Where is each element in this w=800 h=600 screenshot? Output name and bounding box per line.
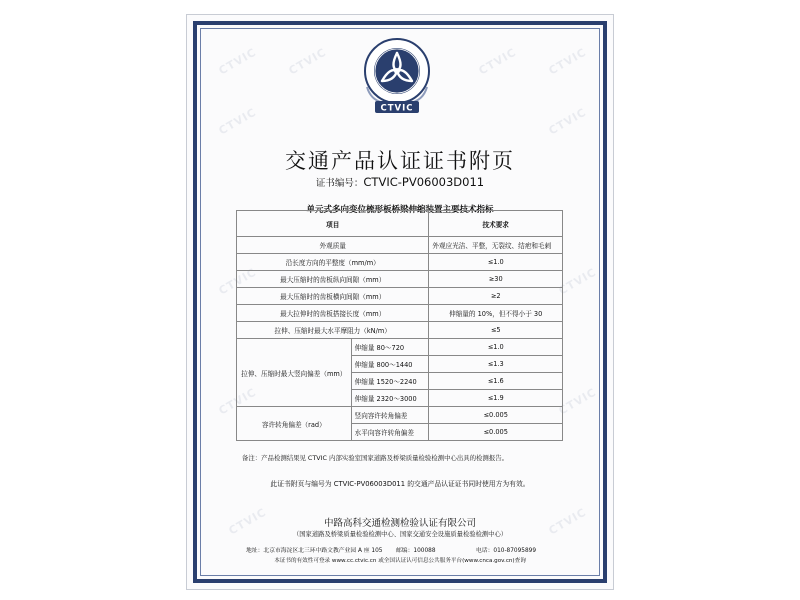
watermark: CTVIC — [216, 265, 259, 298]
postcode: 邮编：100088 — [396, 548, 436, 554]
group-label-rotation-deviation: 容许转角偏差（rad） — [237, 407, 352, 441]
phone: 电话：010-87095899 — [476, 548, 537, 554]
watermark: CTVIC — [216, 45, 259, 78]
row-subitem: 伸缩量 2320～3000 — [351, 390, 429, 407]
row-subitem: 伸缩量 800～1440 — [351, 356, 429, 373]
row-item: 最大拉伸时的齿板搭接长度（mm） — [237, 305, 429, 322]
row-item: 拉伸、压缩时最大水平摩阻力（kN/m） — [237, 322, 429, 339]
table-row — [237, 322, 563, 339]
row-requirement: ≤5 — [429, 322, 563, 339]
row-requirement: ≤1.0 — [429, 254, 563, 271]
table-row — [237, 288, 563, 305]
watermark: CTVIC — [476, 45, 519, 78]
row-requirement: ≤0.005 — [429, 407, 563, 424]
header-item: 项目 — [237, 211, 429, 237]
table-row — [237, 305, 563, 322]
table-row — [237, 254, 563, 271]
certificate-number — [187, 175, 613, 189]
row-item: 最大压缩时的齿板横向间隙（mm） — [237, 288, 429, 305]
row-item: 最大压缩时的齿板纵向间隙（mm） — [237, 271, 429, 288]
svg-text:CTVIC: CTVIC — [380, 103, 414, 114]
row-requirement: ≤1.9 — [429, 390, 563, 407]
watermark: CTVIC — [546, 105, 589, 138]
issuing-organization: 中路高科交通检测检验认证有限公司 — [323, 518, 476, 529]
row-subitem: 水平向容许转角偏差 — [351, 424, 429, 441]
header-requirement: 技术要求 — [429, 211, 563, 237]
row-item: 沿长度方向的平整度（mm/m） — [237, 254, 429, 271]
verification-statement: 本证书的有效性可登录 www.cc.ctvic.cn 或全国认证认可信息公共服务平台(www.cnca.gov.cn)查询 — [274, 558, 526, 564]
row-item: 外观质量 — [237, 237, 429, 254]
group-label-vertical-deviation: 拉伸、压缩时最大竖向偏差（mm） — [237, 339, 352, 407]
row-requirement: 伸缩量的 10%，但不得小于 30 — [429, 305, 563, 322]
row-requirement: ≥2 — [429, 288, 563, 305]
table-row — [237, 271, 563, 288]
row-requirement: 外观应光洁、平整，无裂纹、结疤和毛刺 — [429, 237, 563, 254]
remark-note: 备注：产品检测结果见 CTVIC 内部实验室国家道路及桥梁质量检验检测中心出具的检测报告。 — [242, 454, 508, 462]
address: 地址：北京市海淀区北三环中路文教产业园 A 座 105 — [246, 548, 383, 554]
attachment-statement: 此证书附页与编号为 CTVIC-PV06003D011 的交通产品认证证书同时使用方为有效。 — [270, 480, 530, 488]
page-title: 交通产品认证证书附页 — [285, 149, 515, 173]
table-row — [237, 407, 563, 424]
watermark: CTVIC — [546, 505, 589, 538]
row-requirement: ≤1.3 — [429, 356, 563, 373]
ctvic-emblem-logo — [361, 37, 433, 121]
row-subitem: 伸缩量 1520～2240 — [351, 373, 429, 390]
technical-spec-table — [236, 210, 563, 441]
watermark: CTVIC — [546, 45, 589, 78]
row-requirement: ≤1.0 — [429, 339, 563, 356]
watermark: CTVIC — [216, 105, 259, 138]
table-header-row — [237, 211, 563, 237]
watermark: CTVIC — [216, 385, 259, 418]
watermark: CTVIC — [556, 385, 599, 418]
row-requirement: ≤1.6 — [429, 373, 563, 390]
table-row — [237, 237, 563, 254]
certificate-number-label: 证书编号： — [315, 178, 364, 189]
table-row — [237, 339, 563, 356]
row-requirement: ≤0.005 — [429, 424, 563, 441]
contact-info — [246, 545, 566, 554]
watermark: CTVIC — [286, 45, 329, 78]
certificate-number-value: CTVIC-PV06003D011 — [363, 175, 485, 189]
watermark: CTVIC — [226, 505, 269, 538]
table-title: 单元式多向变位梳形板桥梁伸缩装置主要技术指标 — [306, 205, 494, 215]
row-requirement: ≥30 — [429, 271, 563, 288]
watermark: CTVIC — [556, 265, 599, 298]
row-subitem: 竖向容许转角偏差 — [351, 407, 429, 424]
row-subitem: 伸缩量 80～720 — [351, 339, 429, 356]
organization-subtitle: （国家道路及桥梁质量检验检测中心、国家交通安全设施质量检验检测中心） — [292, 531, 508, 538]
